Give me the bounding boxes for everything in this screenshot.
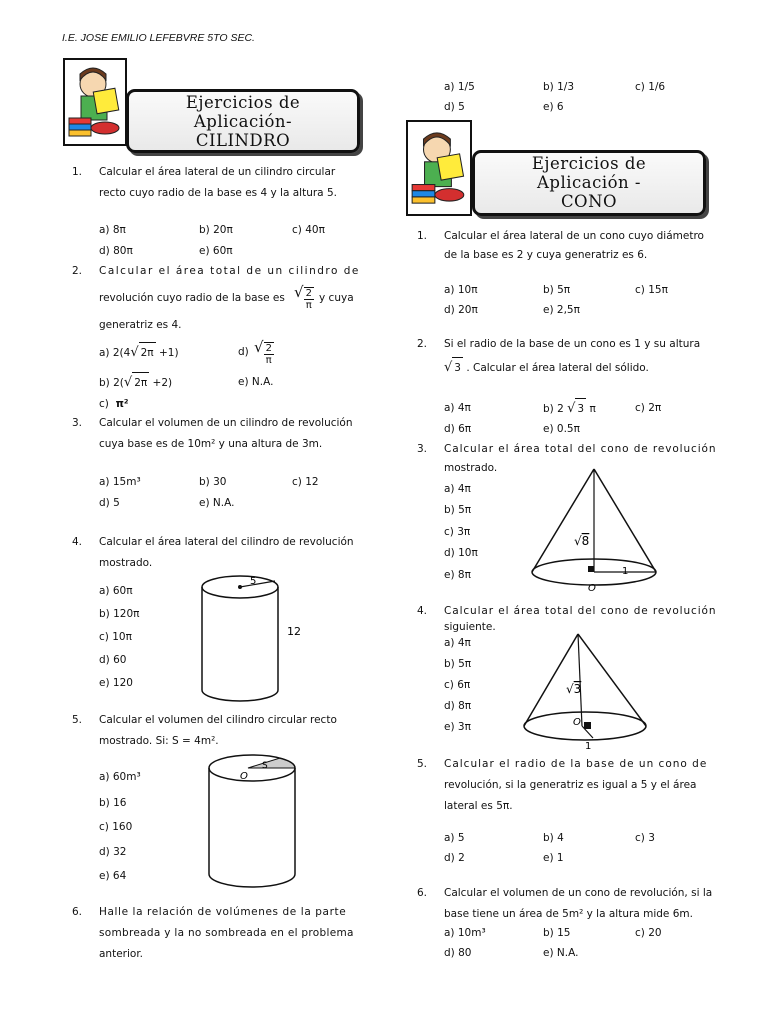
- cone-q1-number: 1.: [417, 230, 428, 242]
- cone-q1-option-b: b) 5π: [543, 284, 571, 296]
- cone-q3-option-d: d) 10π: [444, 547, 478, 559]
- q6-number: 6.: [72, 906, 83, 918]
- cone-q4-text: siguiente.: [444, 621, 496, 633]
- q1-option-e: e) 60π: [199, 245, 233, 257]
- school-header: I.E. JOSE EMILIO LEFEBVRE 5TO SEC.: [62, 32, 255, 44]
- cone-q4-height-label: √3: [566, 682, 582, 696]
- cone-q3-number: 3.: [417, 443, 428, 455]
- cone-q4-center-label: O: [573, 717, 581, 728]
- q3-option-c: c) 12: [292, 476, 319, 488]
- q4-text: mostrado.: [99, 557, 153, 569]
- cone-q2-number: 2.: [417, 338, 428, 350]
- cone-q6-option-c: c) 20: [635, 927, 662, 939]
- cone-q5-option-d: d) 2: [444, 852, 465, 864]
- cone-q4-option-e: e) 3π: [444, 721, 471, 733]
- cone-q6-number: 6.: [417, 887, 428, 899]
- cone-q3-option-e: e) 8π: [444, 569, 471, 581]
- prev-option-e: e) 6: [543, 101, 564, 113]
- cone-q4-radius-label: 1: [585, 741, 592, 752]
- cone-q3-option-b: b) 5π: [444, 504, 472, 516]
- cone-q5-option-a: a) 5: [444, 832, 465, 844]
- q5-option-e: e) 64: [99, 870, 127, 882]
- q1-text: Calcular el área lateral de un cilindro circular: [99, 166, 336, 178]
- q4-height-label: 12: [287, 625, 301, 638]
- cone-q1-option-c: c) 15π: [635, 284, 668, 296]
- student-reading-image: [406, 120, 472, 216]
- q5-center-label: O: [240, 771, 248, 782]
- q5-text: mostrado. Si: S = 4m².: [99, 735, 219, 747]
- q4-radius-label: 5: [250, 576, 257, 587]
- cone-q5-option-c: c) 3: [635, 832, 655, 844]
- cone-q3-height-label: √8: [574, 534, 590, 548]
- cone-q6-option-a: a) 10m³: [444, 927, 486, 939]
- cone-title-line3: CONO: [560, 192, 618, 211]
- cone-q4-text: Calcular el área total del cono de revolución: [444, 605, 717, 617]
- cylinder-figure-q5: [205, 752, 305, 892]
- prev-option-b: b) 1/3: [543, 81, 574, 93]
- cone-q1-option-d: d) 20π: [444, 304, 478, 316]
- cone-figure-q4: [518, 628, 658, 752]
- q2-option-d-fraction: √ $\frac{2}{\pi}$: [254, 338, 272, 366]
- q2-fraction: √ $\frac{2}{\pi}$: [294, 283, 312, 311]
- q2-text: generatriz es 4.: [99, 319, 182, 331]
- cone-q1-option-e: e) 2,5π: [543, 304, 580, 316]
- q2-text: revolución cuyo radio de la base es: [99, 292, 285, 304]
- q1-option-a: a) 8π: [99, 224, 126, 236]
- q5-option-d: d) 32: [99, 846, 127, 858]
- cylinder-title-line2: Aplicación-: [193, 112, 293, 131]
- q4-option-d: d) 60: [99, 654, 127, 666]
- cone-title-line1: Ejercicios de: [531, 154, 647, 173]
- q5-number: 5.: [72, 714, 83, 726]
- q5-option-c: c) 160: [99, 821, 133, 833]
- q2-option-a: a) 2(4√ 2π +1): [99, 342, 179, 364]
- q5-area-label: S: [262, 761, 268, 771]
- q6-text: sombreada y la no sombreada en el problema: [99, 927, 354, 939]
- q3-number: 3.: [72, 417, 83, 429]
- q4-number: 4.: [72, 536, 83, 548]
- prev-option-c: c) 1/6: [635, 81, 666, 93]
- q4-option-b: b) 120π: [99, 608, 140, 620]
- q2-option-d: d): [238, 346, 249, 358]
- cone-q6-option-b: b) 15: [543, 927, 571, 939]
- cone-q6-option-d: d) 80: [444, 947, 472, 959]
- q1-option-b: b) 20π: [199, 224, 233, 236]
- cone-q2-option-b: b) 2 √ 3 π: [543, 398, 596, 420]
- q2-text: Calcular el área total de un cilindro de: [99, 265, 360, 277]
- cone-q4-option-d: d) 8π: [444, 700, 472, 712]
- cone-q5-option-b: b) 4: [543, 832, 564, 844]
- cone-q4-number: 4.: [417, 605, 428, 617]
- q1-option-d: d) 80π: [99, 245, 133, 257]
- cylinder-title-line3: CILINDRO: [195, 131, 291, 150]
- q4-option-a: a) 60π: [99, 585, 133, 597]
- cone-q2-option-c: c) 2π: [635, 402, 662, 414]
- cylinder-figure-q4: [195, 572, 310, 712]
- cone-q6-text: Calcular el volumen de un cono de revolución, si la: [444, 887, 713, 899]
- cone-q5-number: 5.: [417, 758, 428, 770]
- q1-option-c: c) 40π: [292, 224, 325, 236]
- cone-q3-radius-label: 1: [622, 566, 629, 577]
- cone-q6-text: base tiene un área de 5m² y la altura mide 6m.: [444, 908, 693, 920]
- cone-q2-option-a: a) 4π: [444, 402, 471, 414]
- cone-q3-option-a: a) 4π: [444, 483, 471, 495]
- q2-text: y cuya: [319, 292, 354, 304]
- q2-option-c: c) π²: [99, 398, 129, 410]
- cone-q4-option-b: b) 5π: [444, 658, 472, 670]
- q5-option-a: a) 60m³: [99, 771, 141, 783]
- q3-option-d: d) 5: [99, 497, 120, 509]
- cone-q2-option-e: e) 0.5π: [543, 423, 580, 435]
- cone-q6-option-e: e) N.A.: [543, 947, 579, 959]
- q3-text: cuya base es de 10m² y una altura de 3m.: [99, 438, 323, 450]
- cone-q5-option-e: e) 1: [543, 852, 564, 864]
- cone-q2-text: √ 3 . Calcular el área lateral del sólido.: [444, 357, 649, 379]
- q6-text: anterior.: [99, 948, 144, 960]
- cone-title-box: [472, 150, 706, 216]
- cone-q1-option-a: a) 10π: [444, 284, 478, 296]
- cylinder-title-line1: Ejercicios de: [185, 93, 301, 112]
- cone-figure-q3: [524, 464, 664, 596]
- cone-q3-text: Calcular el área total del cono de revolución: [444, 443, 717, 455]
- q5-text: Calcular el volumen del cilindro circular recto: [99, 714, 337, 726]
- q3-option-b: b) 30: [199, 476, 227, 488]
- q2-number: 2.: [72, 265, 83, 277]
- cone-q4-option-c: c) 6π: [444, 679, 471, 691]
- q4-option-c: c) 10π: [99, 631, 132, 643]
- cone-q1-text: de la base es 2 y cuya generatriz es 6.: [444, 249, 648, 261]
- cone-q2-text: Si el radio de la base de un cono es 1 y su altura: [444, 338, 701, 350]
- student-reading-image: [63, 58, 127, 146]
- cone-q3-text: mostrado.: [444, 462, 498, 474]
- q1-text: recto cuyo radio de la base es 4 y la altura 5.: [99, 187, 337, 199]
- q3-text: Calcular el volumen de un cilindro de revolución: [99, 417, 353, 429]
- cone-q2-option-d: d) 6π: [444, 423, 472, 435]
- cone-q5-text: Calcular el radio de la base de un cono de: [444, 758, 708, 770]
- q3-option-e: e) N.A.: [199, 497, 235, 509]
- cone-title-line2: Aplicación -: [536, 173, 641, 192]
- cone-q5-text: lateral es 5π.: [444, 800, 513, 812]
- q6-text: Halle la relación de volúmenes de la parte: [99, 906, 347, 918]
- q2-option-e: e) N.A.: [238, 376, 274, 388]
- q4-option-e: e) 120: [99, 677, 133, 689]
- cone-q3-option-c: c) 3π: [444, 526, 471, 538]
- q2-option-b: b) 2(√ 2π +2): [99, 372, 172, 394]
- cone-q5-text: revolución, si la generatriz es igual a 5 y el área: [444, 779, 697, 791]
- cone-q4-option-a: a) 4π: [444, 637, 471, 649]
- cone-q3-center-label: O: [588, 583, 596, 594]
- cone-q1-text: Calcular el área lateral de un cono cuyo diámetro: [444, 230, 704, 242]
- q4-text: Calcular el área lateral del cilindro de revolución: [99, 536, 354, 548]
- prev-option-d: d) 5: [444, 101, 465, 113]
- q1-number: 1.: [72, 166, 83, 178]
- q3-option-a: a) 15m³: [99, 476, 141, 488]
- cylinder-title-box: [126, 89, 360, 153]
- q5-option-b: b) 16: [99, 797, 127, 809]
- prev-option-a: a) 1/5: [444, 81, 475, 93]
